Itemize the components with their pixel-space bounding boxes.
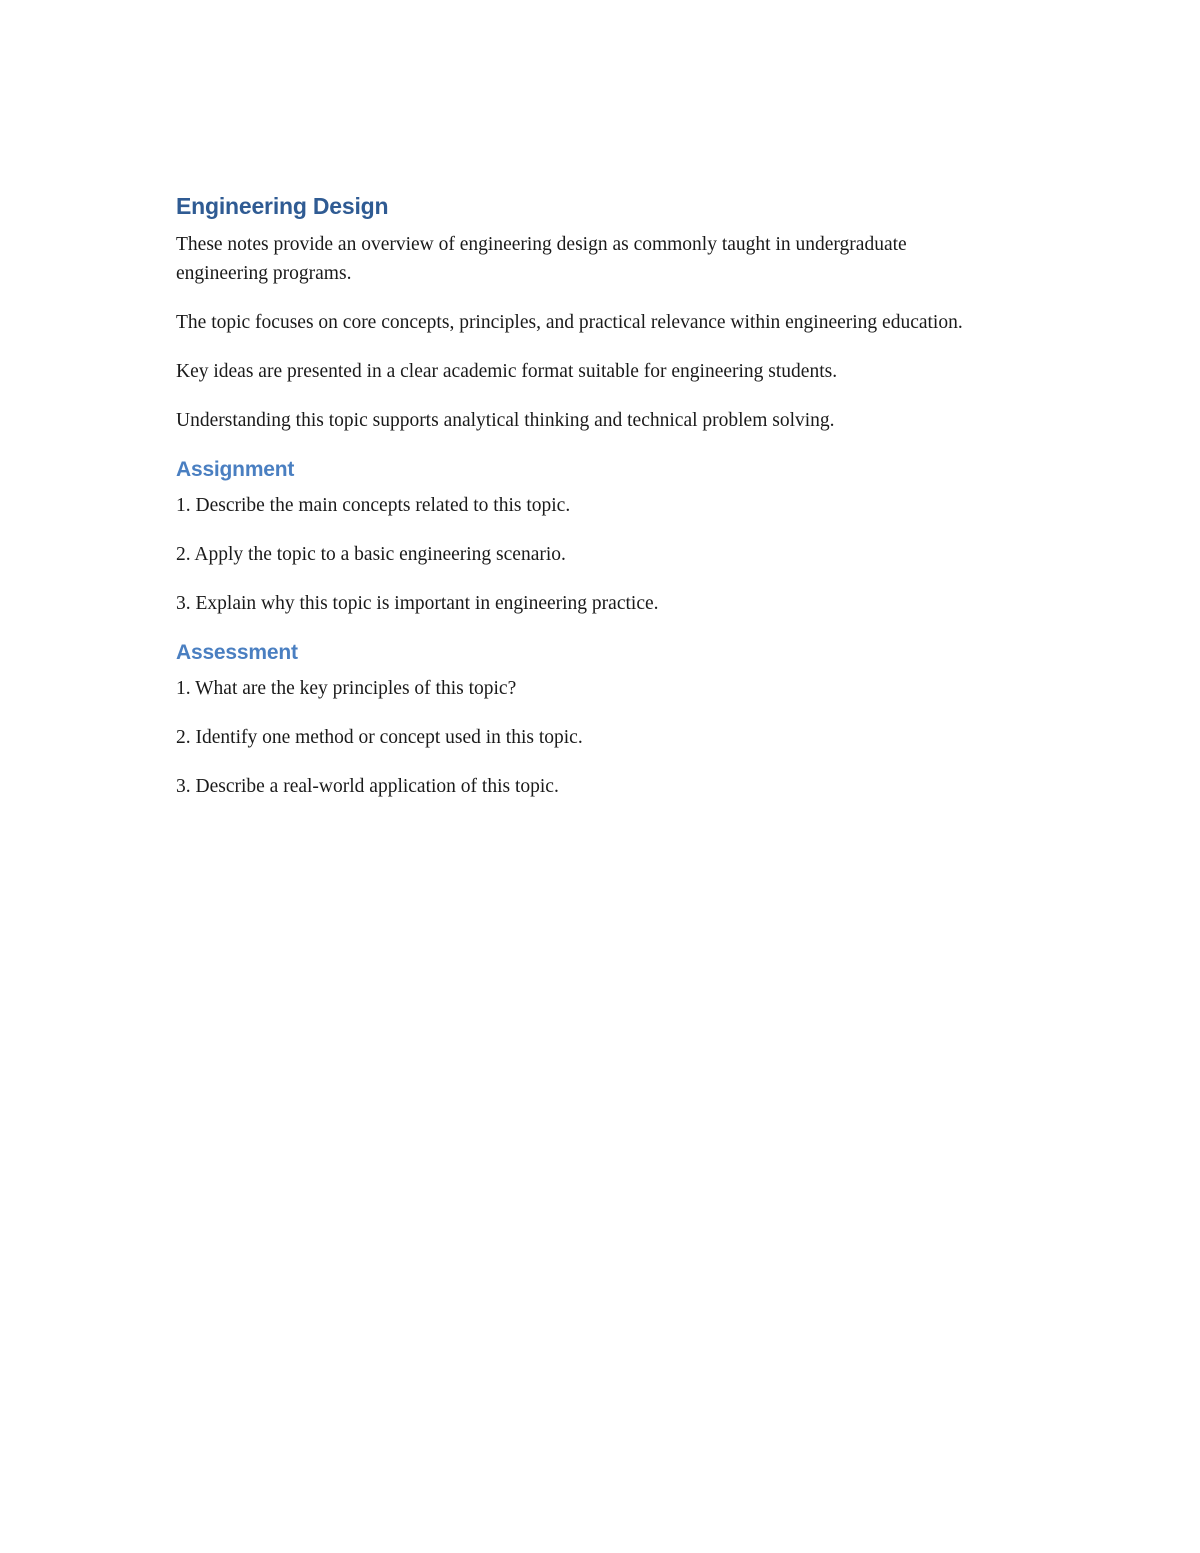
assignment-item: 2. Apply the topic to a basic engineering scenario. bbox=[176, 544, 566, 565]
understanding-paragraph: Understanding this topic supports analytical thinking and technical problem solving. bbox=[176, 410, 835, 431]
assessment-item: 2. Identify one method or concept used in this topic. bbox=[176, 727, 583, 748]
assignment-item: 3. Explain why this topic is important in engineering practice. bbox=[176, 593, 659, 614]
assignment-heading: Assignment bbox=[176, 458, 295, 481]
assignment-list bbox=[176, 491, 1016, 618]
assessment-item: 1. What are the key principles of this topic? bbox=[176, 678, 517, 699]
document-body bbox=[176, 190, 1016, 821]
assessment-list bbox=[176, 674, 1016, 801]
document-title: Engineering Design bbox=[176, 193, 389, 219]
focus-paragraph: The topic focuses on core concepts, principles, and practical relevance within engineering education. bbox=[176, 312, 963, 333]
assessment-heading: Assessment bbox=[176, 641, 298, 664]
key-ideas-paragraph: Key ideas are presented in a clear academic format suitable for engineering students. bbox=[176, 361, 838, 382]
assignment-item: 1. Describe the main concepts related to this topic. bbox=[176, 495, 571, 516]
intro-paragraph: These notes provide an overview of engineering design as commonly taught in undergraduate engineering programs. bbox=[176, 234, 907, 284]
assessment-item: 3. Describe a real-world application of this topic. bbox=[176, 776, 559, 797]
